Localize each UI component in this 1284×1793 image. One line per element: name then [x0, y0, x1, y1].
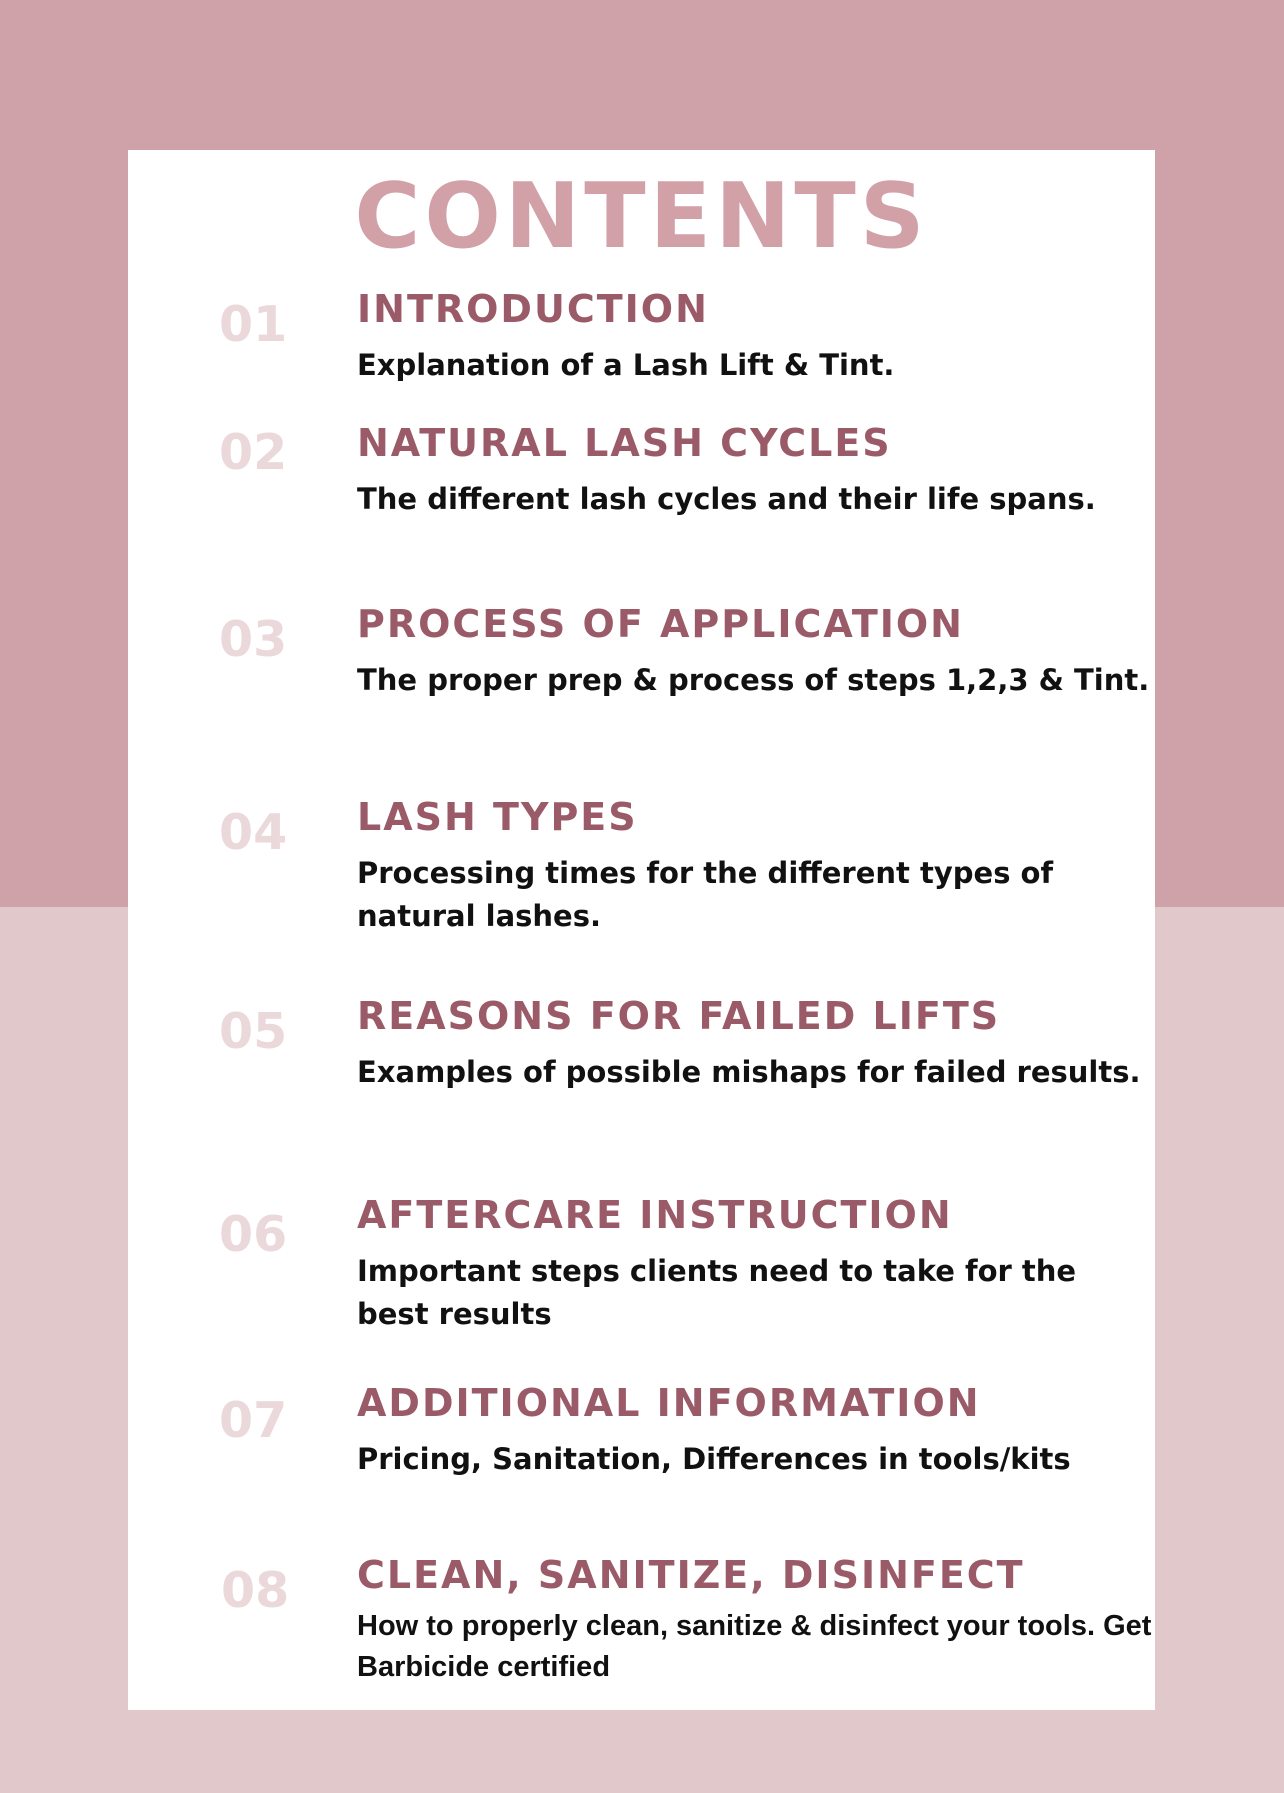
item-heading: NATURAL LASH CYCLES [357, 421, 892, 465]
item-heading: CLEAN, SANITIZE, DISINFECT [357, 1553, 1025, 1597]
item-heading: PROCESS OF APPLICATION [357, 602, 964, 646]
contents-card [128, 150, 1155, 1710]
item-description: Processing times for the different types of natural lashes. [357, 856, 1054, 933]
item-number: 06 [219, 1206, 288, 1263]
item-heading: REASONS FOR FAILED LIFTS [357, 994, 1001, 1038]
item-number: 03 [219, 611, 288, 668]
item-description: The different lash cycles and their life spans. [357, 482, 1096, 516]
item-description: Pricing, Sanitation, Differences in tools/kits [357, 1442, 1071, 1476]
item-number: 08 [221, 1562, 290, 1619]
item-description: Important steps clients need to take for the best results [357, 1254, 1077, 1331]
item-number: 05 [219, 1003, 288, 1060]
item-description: Examples of possible mishaps for failed results. [357, 1055, 1141, 1089]
item-number: 07 [219, 1392, 288, 1449]
item-heading: INTRODUCTION [357, 287, 709, 331]
item-number: 01 [219, 296, 288, 353]
item-heading: AFTERCARE INSTRUCTION [357, 1193, 953, 1237]
item-description: The proper prep & process of steps 1,2,3 & Tint. [357, 663, 1150, 697]
item-description: How to properly clean, sanitize & disinfect your tools. Get Barbicide certified [357, 1610, 1152, 1683]
item-description: Explanation of a Lash Lift & Tint. [357, 348, 895, 382]
item-heading: LASH TYPES [357, 795, 638, 839]
item-number: 04 [219, 804, 288, 861]
item-heading: ADDITIONAL INFORMATION [357, 1381, 981, 1425]
page-title: CONTENTS [354, 164, 929, 269]
item-number: 02 [219, 424, 288, 481]
